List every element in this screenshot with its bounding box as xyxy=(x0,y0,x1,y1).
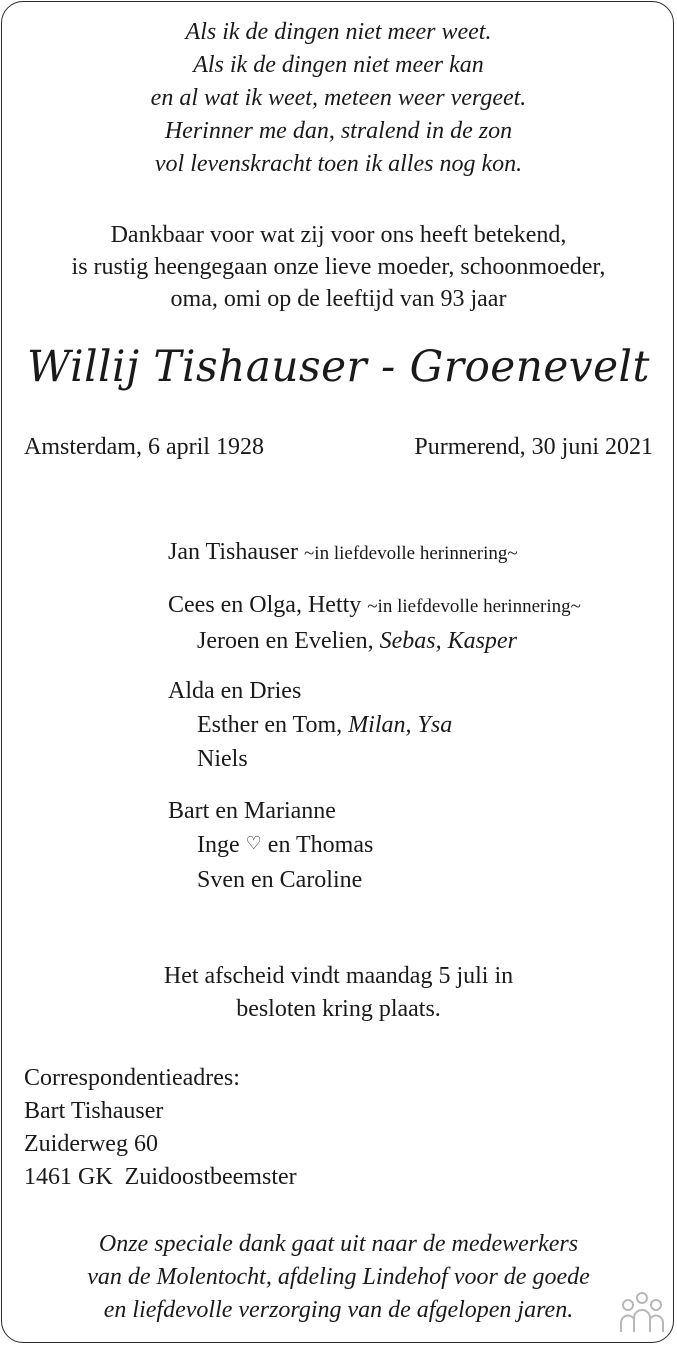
intro-text xyxy=(0,219,677,315)
thanks-line: van de Molentocht, afdeling Lindehof voor de goede xyxy=(87,1264,590,1290)
farewell-line: Het afscheid vindt maandag 5 juli in xyxy=(163,963,514,989)
farewell-notice xyxy=(0,960,677,1026)
death-date: Purmerend, 30 juni 2021 xyxy=(414,434,653,460)
family-name: Alda en Dries xyxy=(168,678,302,704)
family-sub xyxy=(168,624,581,658)
poem-line: Als ik de dingen niet meer kan xyxy=(193,52,484,78)
intro-line: oma, omi op de leeftijd van 93 jaar xyxy=(170,286,507,312)
family-sub xyxy=(168,828,373,863)
family-group-2 xyxy=(168,588,581,658)
family-sub-italic: Milan, Ysa xyxy=(348,712,453,738)
family-name: Cees en Olga, Hetty xyxy=(168,592,362,618)
farewell-line: besloten kring plaats. xyxy=(236,996,441,1022)
heart-icon: ♡ xyxy=(245,833,262,853)
family-note: ~in liefdevolle herinnering~ xyxy=(367,596,581,617)
family-sub-plain: Esther en Tom, xyxy=(197,712,349,738)
family-sub-b: en Thomas xyxy=(261,832,374,858)
poem-line: Als ik de dingen niet meer weet. xyxy=(185,19,492,45)
family-note: ~in liefdevolle herinnering~ xyxy=(304,543,518,564)
birth-date: Amsterdam, 6 april 1928 xyxy=(24,434,264,460)
poem xyxy=(0,16,677,181)
correspondence-address xyxy=(24,1062,297,1194)
address-name: Bart Tishauser xyxy=(24,1098,164,1124)
address-city: 1461 GK Zuidoostbeemster xyxy=(24,1164,297,1190)
address-street: Zuiderweg 60 xyxy=(24,1131,158,1157)
family-group-1 xyxy=(168,535,518,571)
family-sub: Sven en Caroline xyxy=(197,867,363,893)
family-name: Jan Tishauser xyxy=(168,539,299,565)
thanks-line: en liefdevolle verzorging van de afgelopen jaren. xyxy=(103,1297,574,1323)
poem-line: Herinner me dan, stralend in de zon xyxy=(164,118,513,144)
family-sub xyxy=(168,708,452,742)
family-name: Bart en Marianne xyxy=(168,798,336,824)
poem-line: en al wat ik weet, meteen weer vergeet. xyxy=(150,85,527,111)
address-label: Correspondentieadres: xyxy=(24,1065,240,1091)
family-sub-italic: Sebas, Kasper xyxy=(379,628,517,654)
deceased-name: Willij Tishauser - Groenevelt xyxy=(27,342,650,392)
intro-line: Dankbaar voor wat zij voor ons heeft betekend, xyxy=(110,222,567,248)
people-group-icon xyxy=(618,1290,666,1334)
family-sub-a: Inge xyxy=(197,832,240,858)
thanks-line: Onze speciale dank gaat uit naar de medewerkers xyxy=(98,1231,579,1257)
thanks-note xyxy=(0,1228,677,1327)
intro-line: is rustig heengegaan onze lieve moeder, schoonmoeder, xyxy=(71,254,606,280)
family-sub-plain: Jeroen en Evelien, xyxy=(197,628,380,654)
family-group-3 xyxy=(168,674,452,776)
poem-line: vol levenskracht toen ik alles nog kon. xyxy=(154,151,523,177)
family-sub: Niels xyxy=(197,746,248,772)
family-group-4 xyxy=(168,794,373,897)
